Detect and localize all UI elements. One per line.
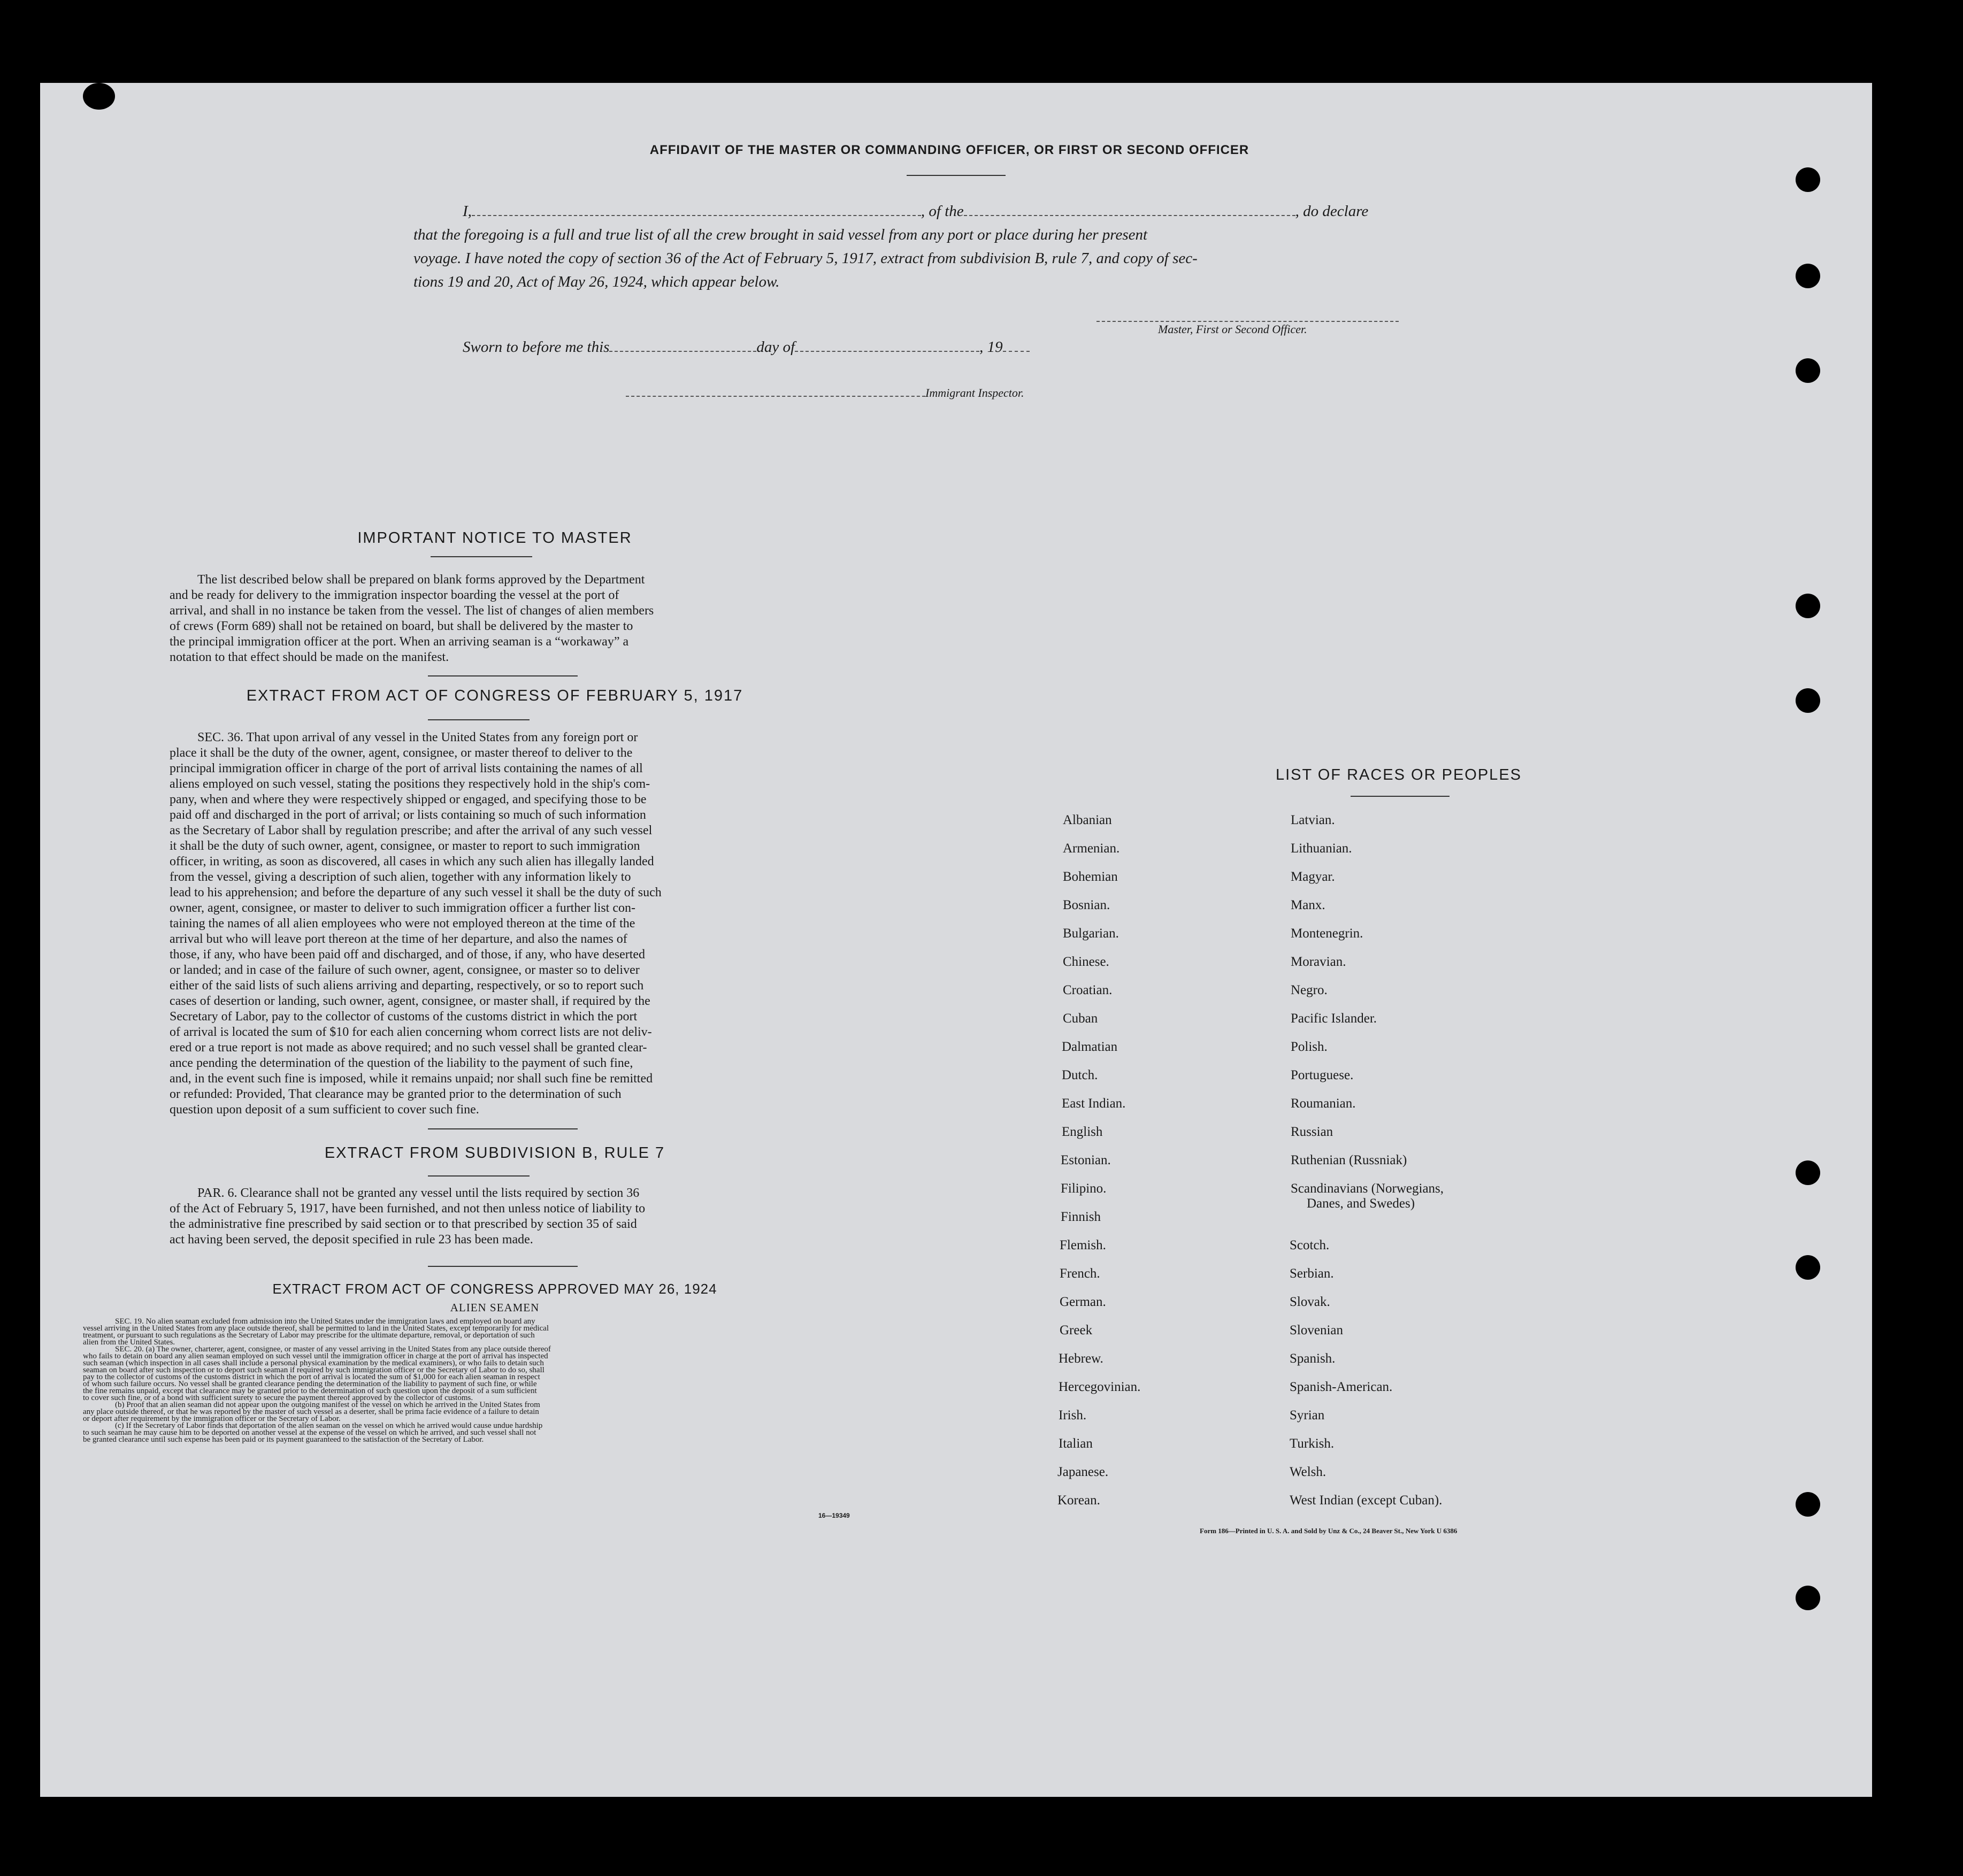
master-signature-label: Master, First or Second Officer.: [1158, 322, 1307, 336]
text-line: place it shall be the duty of the owner, agent, consignee, or master thereof to deliver to the: [170, 746, 633, 760]
divider: [1351, 796, 1450, 797]
text-line: seaman on board after such inspection or to deport such seaman if required by such immigration officer or the Secretary of Labor to do so, shall: [83, 1366, 545, 1374]
text: Sworn to before me this: [463, 339, 610, 356]
text-line: taining the names of all alien employees who were not employed thereon at the time of the: [170, 917, 635, 931]
divider: [907, 175, 1006, 176]
race-item: French.: [1060, 1266, 1100, 1281]
rule-7-title: EXTRACT FROM SUBDIVISION B, RULE 7: [324, 1144, 665, 1162]
race-item: Lithuanian.: [1291, 841, 1352, 856]
text-line: SEC. 20. (a) The owner, charterer, agent, consignee, or master of any vessel arriving in the United States from any place outside thereof: [115, 1345, 551, 1354]
race-item: Korean.: [1057, 1493, 1100, 1508]
text-line: lead to his apprehension; and before the departure of any such vessel it shall be the duty of such: [170, 886, 662, 899]
race-item: Moravian.: [1291, 955, 1346, 969]
extract-1917-text: [170, 730, 823, 1118]
rule-7-text: [170, 1186, 823, 1248]
divider: [428, 1266, 578, 1267]
text-line: notation to that effect should be made on the manifest.: [170, 650, 449, 664]
race-item: Greek: [1060, 1323, 1093, 1337]
punch-hole: [1796, 1160, 1820, 1185]
month-blank[interactable]: [795, 339, 979, 352]
race-item: Bohemian: [1063, 870, 1118, 884]
notice-text: [170, 572, 823, 665]
text: , do declare: [1295, 203, 1369, 220]
text-line: act having been served, the deposit specified in rule 23 has been made.: [170, 1233, 533, 1247]
affidavit-line-2: that the foregoing is a full and true list of all the crew brought in said vessel from any port or place during her present: [413, 226, 1148, 243]
divider: [428, 719, 530, 720]
notice-title: IMPORTANT NOTICE TO MASTER: [357, 529, 632, 547]
race-item: Armenian.: [1063, 841, 1120, 856]
text-line: the administrative fine prescribed by said section or to that prescribed by section 35 of said: [170, 1217, 637, 1231]
race-item: Estonian.: [1061, 1153, 1111, 1167]
text-line: as the Secretary of Labor shall by regulation prescribe; and after the arrival of any such vessel: [170, 824, 653, 837]
text-line: alien from the United States.: [83, 1338, 175, 1347]
text-line: PAR. 6. Clearance shall not be granted any vessel until the lists required by section 36: [197, 1186, 640, 1200]
text-line: and be ready for delivery to the immigration inspector boarding the vessel at the port of: [170, 588, 619, 602]
text-line: it shall be the duty of such owner, agent, consignee, or master to report to such immigration: [170, 839, 640, 853]
text-line: pay to the collector of customs of the customs district in which the port of arrival is located the sum of $1,000 for each alien seaman in respect: [83, 1373, 540, 1381]
punch-hole: [1796, 358, 1820, 383]
race-item: Pacific Islander.: [1291, 1011, 1377, 1026]
text-line: the principal immigration officer at the port. When an arriving seaman is a “workaway” a: [170, 635, 629, 649]
edge-damage: [83, 83, 115, 110]
text-line: ance pending the determination of the question of the liability to the payment of such fine,: [170, 1056, 633, 1070]
text-line: be granted clearance until such expense has been paid or its payment guaranteed to the satisfaction of the Secretary of Labor.: [83, 1435, 484, 1444]
race-item: English: [1062, 1125, 1103, 1139]
race-item: German.: [1060, 1295, 1106, 1309]
inspector-line: [626, 384, 1024, 400]
race-item: Spanish-American.: [1290, 1380, 1393, 1394]
race-item: Cuban: [1063, 1011, 1098, 1026]
text-line: pany, when and where they were respectively shipped or engaged, and specifying those to be: [170, 793, 647, 806]
race-item: Portuguese.: [1291, 1068, 1354, 1082]
divider: [428, 1128, 578, 1129]
race-item: Hercegovinian.: [1059, 1380, 1141, 1394]
form-page: [40, 83, 1872, 1797]
text-line: and, in the event such fine is imposed, while it remains unpaid; nor shall such fine be remitted: [170, 1072, 653, 1086]
race-item: Bulgarian.: [1063, 926, 1119, 941]
extract-1917-title: EXTRACT FROM ACT OF CONGRESS OF FEBRUARY 5, 1917: [246, 687, 743, 704]
race-item: Manx.: [1291, 898, 1325, 912]
race-item: Dutch.: [1062, 1068, 1098, 1082]
race-item: Hebrew.: [1059, 1351, 1103, 1366]
affidavit-line-1: [463, 203, 1368, 220]
race-item: Scandinavians (Norwegians,: [1291, 1181, 1444, 1196]
punch-hole: [1796, 264, 1820, 288]
text-line: of the Act of February 5, 1917, have been furnished, and not then unless notice of liability to: [170, 1202, 646, 1216]
race-item: Syrian: [1290, 1408, 1325, 1423]
affidavit-line-4: tions 19 and 20, Act of May 26, 1924, which appear below.: [413, 273, 780, 290]
vessel-blank[interactable]: [964, 203, 1295, 216]
race-item: Croatian.: [1063, 983, 1113, 997]
race-item: Danes, and Swedes): [1307, 1196, 1415, 1211]
race-item: Scotch.: [1290, 1238, 1330, 1252]
race-item: Ruthenian (Russniak): [1291, 1153, 1407, 1167]
punch-hole: [1796, 1255, 1820, 1280]
race-item: Serbian.: [1290, 1266, 1334, 1281]
text-line: vessel arriving in the United States from any place outside thereof, shall be permitted to land in the United States, except temporarily for medical: [83, 1324, 549, 1333]
text-line: those, if any, who have been paid off and discharged, and of those, if any, who have deserted: [170, 948, 646, 962]
text: I,: [463, 203, 472, 220]
text-line: of whom such failure occurs. No vessel shall be granted clearance pending the determination of the liability to payment of such fine, or while: [83, 1380, 537, 1388]
text-line: or refunded: Provided, That clearance may be granted prior to the determination of such: [170, 1087, 622, 1101]
form-code: 16—19349: [818, 1512, 850, 1519]
divider: [428, 1175, 530, 1177]
race-item: Flemish.: [1060, 1238, 1106, 1252]
text-line: from the vessel, giving a description of such alien, together with any information likely to: [170, 870, 631, 884]
text-line: who fails to detain on board any alien seaman employed on such vessel until the immigration officer in charge at the port of arrival has inspected: [83, 1352, 548, 1360]
inspector-signature-blank[interactable]: [626, 384, 925, 397]
text-line: either of the said lists of such aliens arriving and departing, respectively, or so to report such: [170, 979, 644, 993]
race-item: Dalmatian: [1062, 1040, 1118, 1054]
affidavit-title: AFFIDAVIT OF THE MASTER OR COMMANDING OFFICER, OR FIRST OR SECOND OFFICER: [649, 143, 1249, 157]
race-item: Filipino.: [1061, 1181, 1107, 1196]
race-item: Irish.: [1059, 1408, 1087, 1423]
divider: [428, 675, 578, 676]
extract-1924-text: [83, 1318, 904, 1443]
punch-hole: [1796, 688, 1820, 713]
race-item: Montenegrin.: [1291, 926, 1363, 941]
race-item: Slovenian: [1290, 1323, 1343, 1337]
race-item: Negro.: [1291, 983, 1328, 997]
race-item: Polish.: [1291, 1040, 1328, 1054]
text-line: Secretary of Labor, pay to the collector of customs of the customs district in which the port: [170, 1010, 638, 1024]
text-line: the fine remains unpaid, except that clearance may be granted prior to the determination of such question upon the deposit of a sum sufficient: [83, 1387, 537, 1395]
race-item: Roumanian.: [1291, 1096, 1356, 1111]
affidavit-line-3: voyage. I have noted the copy of section 36 of the Act of February 5, 1917, extract from subdivision B, rule 7, and copy of sec-: [413, 250, 1198, 267]
text-line: arrival, and shall in no instance be taken from the vessel. The list of changes of alien members: [170, 604, 654, 618]
text-line: The list described below shall be prepared on blank forms approved by the Department: [197, 573, 645, 587]
text-line: of crews (Form 689) shall not be retained on board, but shall be delivered by the master to: [170, 619, 633, 633]
race-item: Turkish.: [1290, 1436, 1335, 1451]
punch-hole: [1796, 1586, 1820, 1610]
text-line: cases of desertion or landing, such owner, agent, consignee, or master shall, if required by the: [170, 994, 650, 1008]
name-blank[interactable]: [472, 203, 921, 216]
text-line: (c) If the Secretary of Labor finds that deportation of the alien seaman on the vessel on which he arrived would cause undue hardship: [115, 1421, 543, 1430]
text-line: to such seaman he may cause him to be deported on another vessel at the expense of the vessel on which he arrived, and such vessel shall not: [83, 1428, 536, 1437]
race-item: Albanian: [1063, 813, 1112, 827]
text-line: (b) Proof that an alien seaman did not appear upon the outgoing manifest of the vessel on which he arrived in the United States from: [115, 1401, 540, 1409]
race-item: West Indian (except Cuban).: [1290, 1493, 1443, 1508]
race-item: East Indian.: [1062, 1096, 1126, 1111]
races-title: LIST OF RACES OR PEOPLES: [1275, 766, 1522, 783]
text-line: or deport after requirement by the immigration officer or the Secretary of Labor.: [83, 1414, 341, 1423]
text: , of the: [921, 203, 964, 220]
punch-hole: [1796, 167, 1820, 192]
race-item: Bosnian.: [1063, 898, 1110, 912]
race-item: Spanish.: [1290, 1351, 1336, 1366]
text-line: or landed; and in case of the failure of such owner, agent, consignee, or master so to deliver: [170, 963, 640, 977]
text-line: principal immigration officer in charge of the port of arrival lists containing the names of all: [170, 762, 643, 775]
race-item: Chinese.: [1063, 955, 1109, 969]
text-line: ered or a true report is not made as above required; and no such vessel shall be granted clear-: [170, 1041, 647, 1055]
text-line: officer, in writing, as soon as discovered, all cases in which any such alien has illegally landed: [170, 855, 654, 868]
text-line: paid off and discharged in the port of arrival; or lists containing so much of such information: [170, 808, 646, 822]
text-line: to cover such fine, or of a bond with sufficient surety to secure the payment thereof approved by the collector of customs.: [83, 1394, 473, 1402]
race-item: Japanese.: [1057, 1465, 1109, 1479]
race-item: Italian: [1059, 1436, 1093, 1451]
race-item: Latvian.: [1291, 813, 1335, 827]
text: day of: [756, 339, 795, 356]
punch-hole: [1796, 1492, 1820, 1517]
sworn-line: [463, 339, 1030, 356]
text-line: treatment, or pursuant to such regulations as the Secretary of Labor may prescribe for the ultimate departure, removal, or deportation of such: [83, 1331, 535, 1340]
extract-1924-title: EXTRACT FROM ACT OF CONGRESS APPROVED MAY 26, 1924: [272, 1281, 717, 1297]
race-item: Magyar.: [1291, 870, 1335, 884]
text-line: SEC. 36. That upon arrival of any vessel in the United States from any foreign port or: [197, 731, 638, 744]
text: , 19: [979, 339, 1003, 356]
year-blank[interactable]: [1003, 339, 1030, 352]
race-item: Welsh.: [1290, 1465, 1326, 1479]
text-line: SEC. 19. No alien seaman excluded from admission into the United States under the immigration laws and employed on board any: [115, 1317, 535, 1326]
printer-footer: Form 186—Printed in U. S. A. and Sold by Unz & Co., 24 Beaver St., New York U 6386: [1200, 1527, 1458, 1535]
text-line: arrival but who will leave port thereon at the time of her departure, and also the names of: [170, 932, 627, 946]
text-line: of arrival is located the sum of $10 for each alien concerning whom correct lists are not deliv-: [170, 1025, 652, 1039]
text-line: any place outside thereof, or that he was reported by the master of such vessel as a deserter, shall be prima facie evidence of a failure to detain: [83, 1408, 539, 1416]
race-item: Finnish: [1061, 1210, 1101, 1224]
race-item: Russian: [1291, 1125, 1333, 1139]
text-line: question upon deposit of a sum sufficient to cover such fine.: [170, 1103, 479, 1117]
text-line: aliens employed on such vessel, stating the positions they respectively hold in the ship's com-: [170, 777, 650, 791]
text-line: owner, agent, consignee, or master to deliver to such immigration officer a further list con-: [170, 901, 635, 915]
day-blank[interactable]: [609, 339, 756, 352]
text-line: such seaman (which inspection in all cases shall include a personal physical examination by the medical examiners), or who fails to detain such: [83, 1359, 544, 1367]
divider: [431, 556, 532, 557]
alien-seamen-subtitle: ALIEN SEAMEN: [450, 1301, 540, 1314]
punch-hole: [1796, 594, 1820, 618]
race-item: Slovak.: [1290, 1295, 1330, 1309]
text: Immigrant Inspector.: [925, 386, 1024, 399]
